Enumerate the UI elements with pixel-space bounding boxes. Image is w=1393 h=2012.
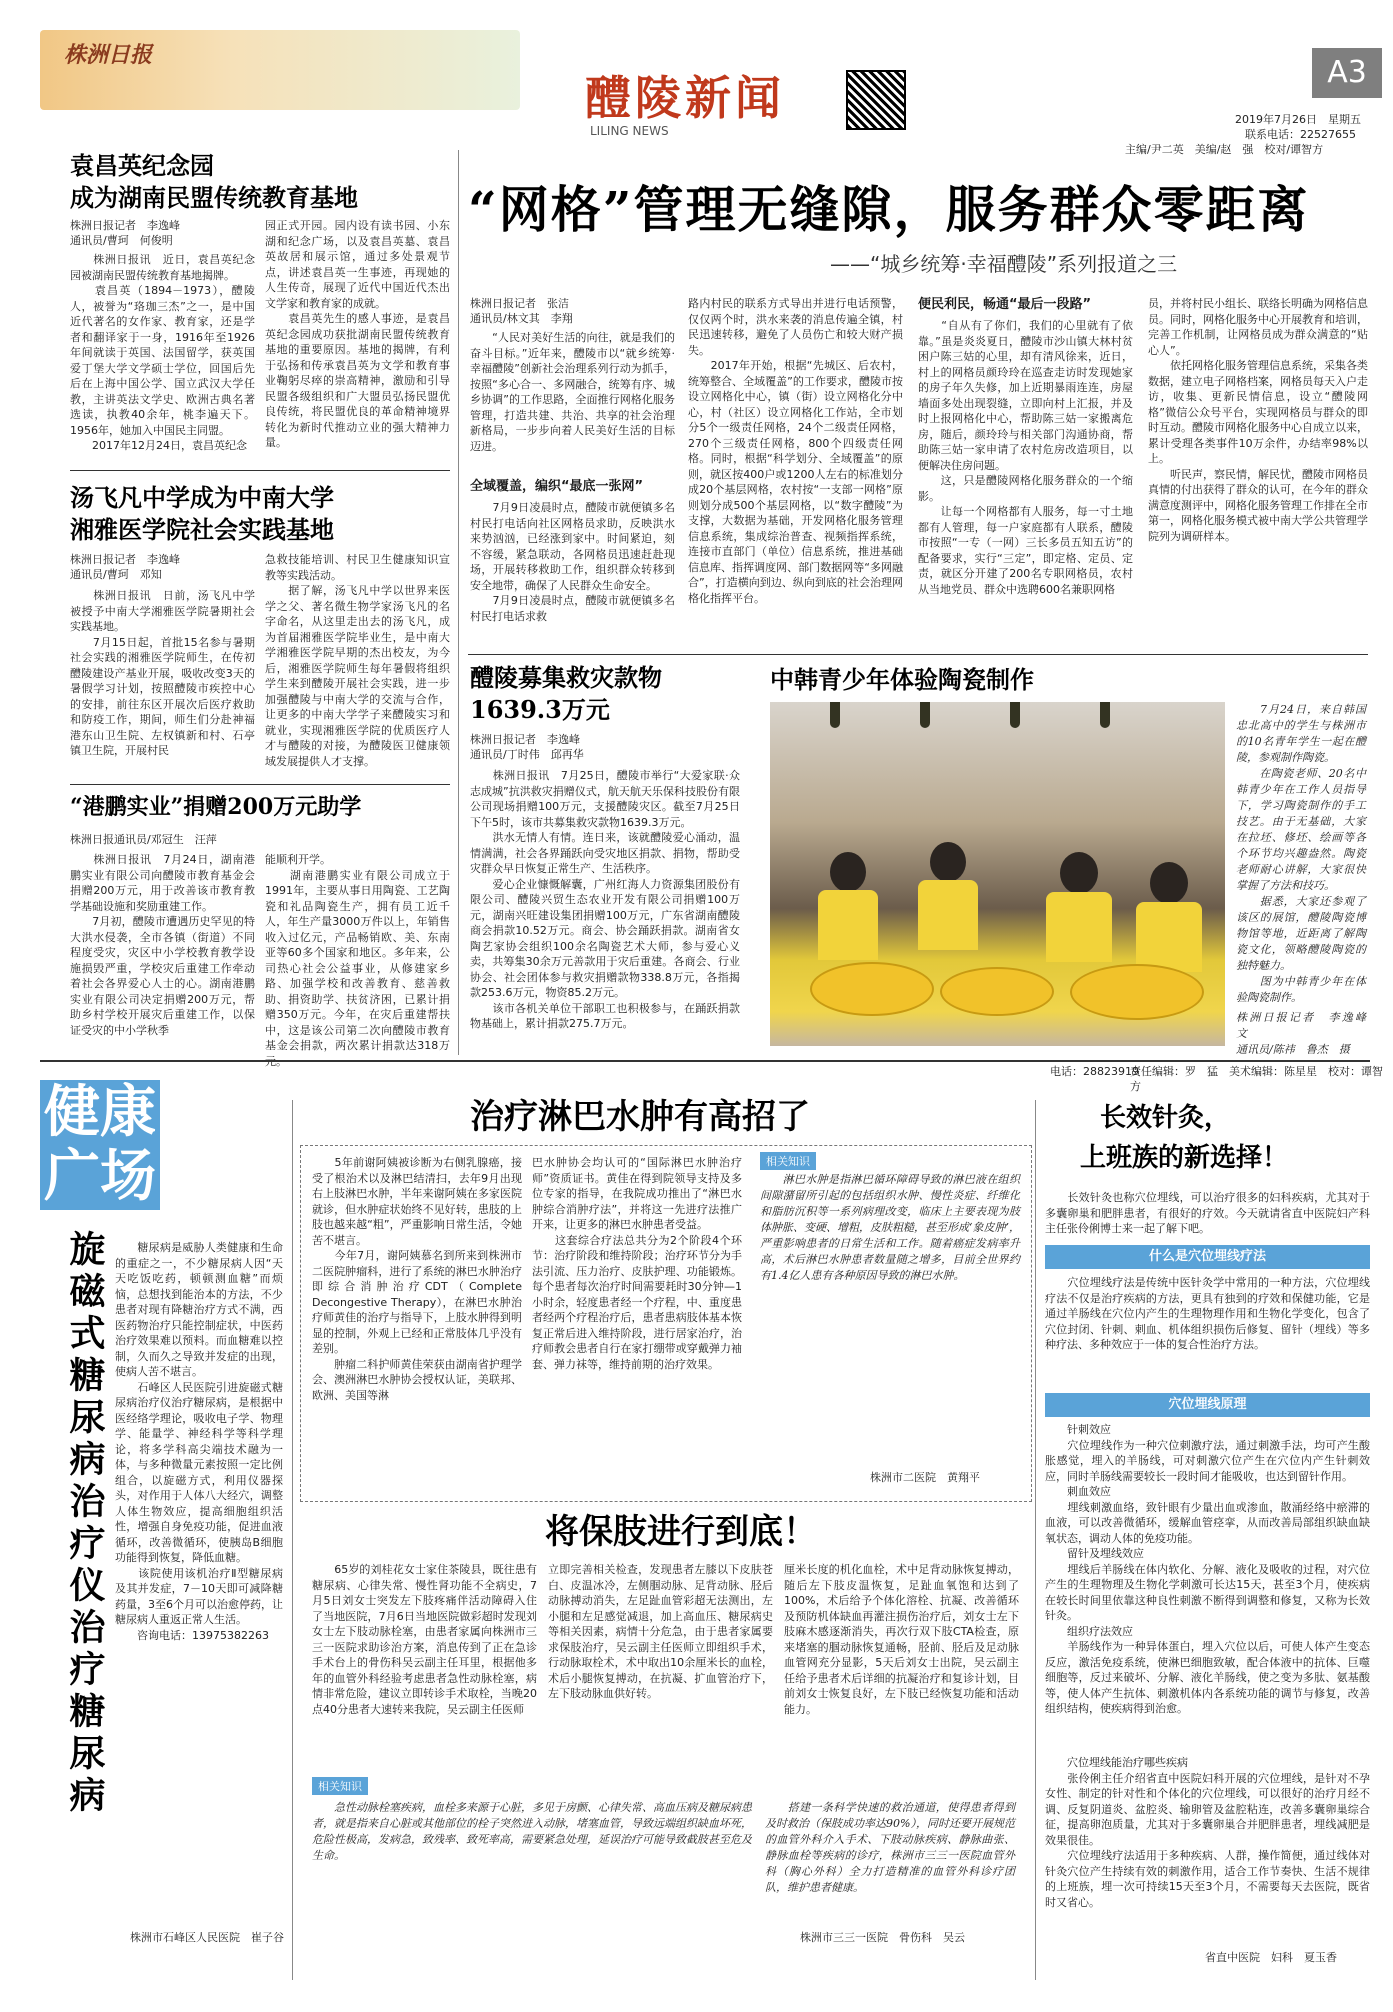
headline-line2: 成为湖南民盟传统教育基地	[70, 183, 358, 212]
byline-correspondent: 通讯员/林文其 李翔	[470, 312, 573, 325]
article-body-col3: 厘米长度的机化血栓，术中足背动脉恢复搏动，随后左下肢皮温恢复，足趾血氧饱和达到了100%，术后给予个体化溶栓、抗凝、改善循环及预防机体缺血再灌注损伤治疗后，刘女士左下肢麻木感逐渐消失，再次行双下肢CTA检查，原来堵塞的腘动脉恢复通畅，胫前、胫后及足动脉血管网充分显影，5天后刘女士出院，吴云副主任给予患者术后详细的抗凝治疗和复诊计划，目前刘女士恢复良好，左下肢已经恢复功能和活动能力。	[784, 1563, 1019, 1716]
banner-line2: 广场	[44, 1143, 156, 1209]
subhead: 便民利民，畅通“最后一段路”	[918, 297, 1092, 312]
column-divider	[1035, 1100, 1036, 1980]
section-title: 醴陵新闻	[585, 71, 785, 125]
headline: 醴陵募集救灾款物	[470, 663, 662, 692]
article-body-col2: 路内村民的联系方式导出并进行电话预警，仅仅两个时，洪水来袭的消息传遍全镇，村民迅速转移，避免了人员伤亡和较大财产损失。 2017年开始，根据“先城区、后农村，统筹整合、全域覆盖”的工作要求，醴陵市按设立网格化中心，镇（街）设立网格化分中心，村（社区）设立网格化工作站，全市划分5个一级责任网格，24个二级责任网格，270个三级责任网格，800个四级责任网格。同时，根据“科学划分、全域覆盖”的原则，就区按400户或1200人左右的标准划分成20个基层网格，农村按“一支部一网格”原则划分成500个基层网格，以“数字醴陵”为支撑，大数据为基础，开发网格化服务管理信息系统，集成综治普查、视频指挥系统，连接市直部门（单位）信息系统，推进基础信息库、指挥调度网、部门数据网等“多网融合”，打造横向到边、纵向到底的社会治理网格化指挥平台。	[688, 297, 903, 605]
side-article-credit: 株洲市石峰区人民医院 崔子谷	[130, 1931, 284, 1944]
photo-credit: 株洲日报记者 李逸峰 文 通讯员/陈祎 鲁杰 摄	[1236, 1011, 1366, 1056]
divider	[468, 654, 1368, 655]
headline: 汤飞凡中学成为中南大学	[70, 483, 334, 512]
issue-date: 2019年7月26日 星期五	[1235, 113, 1361, 126]
newspaper-logo: 株洲日报	[64, 42, 153, 68]
editors-credit: 主编/尹二英 美编/赵 强 校对/谭智方	[1125, 143, 1324, 156]
article-yuan-changying	[70, 150, 450, 214]
footer-editors: 责任编辑：罗 猛 美术编辑：陈星星 校对：谭智方	[1130, 1065, 1383, 1093]
section-subtitle: LILING NEWS	[590, 124, 669, 138]
byline: 株洲日报通讯员/邓冠生 汪萍	[70, 833, 217, 846]
headline-line2: 湘雅医学院社会实践基地	[70, 515, 334, 544]
headline: 治疗淋巴水肿有高招了	[470, 1097, 810, 1137]
knowledge-body: 急性动脉栓塞疾病，血栓多来源于心脏，多见于房颤、心律失常、高血压病及糖尿病患者，就是指来自心脏或其他部位的栓子突然进入动脉，堵塞血管，导致远端组织缺血坏死，危险性极高，发病急，致残率、致死率高，需要紧急处理，延误治疗可能导致截肢甚至危及生命。	[312, 1801, 752, 1862]
photo-ceramics-workshop	[770, 702, 1225, 1046]
knowledge-body-2: 搭建一条科学快速的救治通道，使得患者得到及时救治（保肢成功率达90%），同时还要开展规范的血管外科介入手术、下肢动脉疾病、静脉曲张、静脉血栓等疾病的诊疗，株洲市三三一医院血管外科（胸心外科）全力打造精准的血管外科诊疗团队，维护患者健康。	[765, 1801, 1015, 1894]
knowledge-body: 淋巴水肿是指淋巴循环障碍导致的淋巴液在组织间隙潴留所引起的包括组织水肿、慢性炎症、纤维化和脂肪沉积等一系列病理改变，临床上主要表现为肢体肿胀、变硬、增粗，皮肤粗糙，甚至形成‘象皮肿’，严重影响患者的日常生活和工作。随着癌症发病率升高，术后淋巴水肿患者数量随之增多，目前全世界约有1.4亿人患有各种原因导致的淋巴水肿。	[760, 1173, 1020, 1282]
article-body-col1: 株洲日报讯 近日，袁昌英纪念园被湖南民盟传统教育基地揭牌。 袁昌英（1894－1973），醴陵人，被誉为“珞珈三杰”之一，是中国近代著名的女作家、教育家，还是学者和翻译家于一身，1916年至1926年间就读于英国、法国留学，获英国爱丁堡大学文学硕士学位，回国后先后在上海中国公学、国立武汉大学任教，主讲英法文学史、欧洲古典名著选读，执教40余年，桃李遍天下。1956年，她加入中国民主同盟。 2017年12月24日，袁昌英纪念	[70, 253, 255, 452]
subhead-bar: 穴位埋线原理	[1045, 1393, 1370, 1417]
health-banner	[40, 1080, 160, 1210]
article-body-col1: 株洲日报讯 日前，汤飞凡中学被授予中南大学湘雅医学院暑期社会实践基地。 7月15日起，首批15名参与暑期社会实践的湘雅医学院师生，在传初醴陵建设产基业开展，吸收改变3天的暑假学习计划，按照醴陵市疾控中心的安排，前往东区开展次后医疗救助和防疫工作，期间，师生们分赴神福港东山卫生院、左权镇新和村、石亭镇卫生院，开展村民	[70, 589, 255, 757]
article-body-p1: 穴位埋线疗法是传统中医针灸学中常用的一种方法，穴位埋线疗法不仅是治疗疾病的方法，更具有独到的疗效和保健功能，它是通过羊肠线在穴位内产生的生理物理作用和生物化学变化，包含了穴位封闭、针刺、刺血、机体组织损伤后修复、留针（埋线）等多种疗法、多种效应于一体的复合性治疗方法。	[1045, 1276, 1370, 1351]
article-body-col1: 株洲日报讯 7月24日，湖南港鹏实业有限公司向醴陵市教育基金会捐赠200万元，用于改善该市教育教学基础设施和奖励重建工作。 7月初，醴陵市遭遇历史罕见的特大洪水侵袭，全市各镇（街道）不同程度受灾，灾区中小学校教育教学设施损毁严重，学校灾后重建工作牵动着社会各界爱心人士的心。湖南港鹏实业有限公司决定捐赠200万元，帮助乡村学校开展灾后重建工作，以保证受灾的中小学秋季	[70, 853, 255, 1037]
article-body-col2: 巴水肿协会均认可的“国际淋巴水肿治疗师”资质证书。黄佳在得到院领导支持及多位专家的指导，在我院成功推出了“淋巴水肿综合消肿疗法”，并将这一先进疗法推广开来，让更多的淋巴水肿患者受益。 这套综合疗法总共分为2个阶段4个环节：治疗阶段和维持阶段；治疗环节分为手法引流、压力治疗、皮肤护理、功能锻炼。每个患者每次治疗时间需要耗时30分钟—1小时余，轻度患者经一个疗程，中、重度患者经两个疗程治疗后，患者患病肢体基本恢复正常后进入维持阶段，进行居家治疗，治疗师教会患者自行在家打绷带或穿戴弹力袖套、弹力袜等，维持前期的治疗效果。	[532, 1156, 742, 1371]
subhead-bar: 什么是穴位埋线疗法	[1045, 1245, 1370, 1269]
byline-reporter: 株洲日报记者 张洁	[470, 297, 569, 310]
side-article-body: 糖尿病是威胁人类健康和生命的重症之一，不少糖尿病人因“天天吃饭吃药，顿顿测血糖”而烦恼，总想找到能治本的方法，不少患者对现有降糖治疗方式不满，西医药物治疗只能控制症状，中医药治疗效果难以预料。而血糖难以控制，久而久之导致并发症的出现，使病人苦不堪言。 石峰区人民医院引进旋磁式糖尿病治疗仪治疗糖尿病，是根据中医经络学理论，吸收电子学、物理学、能量学、神经科学等科学理论，将多学科高尖端技术融为一体，与多种微量元素按照一定比例组合，以旋磁方式，利用仪器探头，对作用于人体八大经穴，调整人体生物效应，提高细胞组织活性，增强自身免疫功能，促进血液循环，改善微循环，使胰岛B细胞功能得到恢复，降低血糖。 该院使用该机治疗Ⅱ型糖尿病及其并发症，7－10天即可减降糖药量，3至6个月可以治愈停药，让糖尿病人重返正常人生活。 咨询电话：13975382263	[115, 1241, 283, 1642]
footer-phone: 电话：28823919	[1050, 1065, 1139, 1078]
byline-reporter: 株洲日报记者 李逸峰	[70, 219, 180, 232]
side-headline: 旋磁式糖尿病治疗仪治疗糖尿病	[64, 1230, 106, 1818]
headline-line2: 1639.3万元	[470, 695, 610, 724]
qr-code-icon	[846, 70, 906, 130]
article-body: 株洲日报讯 7月25日，醴陵市举行“大爱家联·众志成城”抗洪救灾捐赠仪式，航天航天乐保科技股份有限公司现场捐赠100万元，支援醴陵灾区。截至7月25日下午5时，该市共募集救灾款物1639.3万元。 洪水无情人有情。连日来，该就醴陵爱心涌动，温情满满，社会各界踊跃向受灾地区捐款、捐物，帮助受灾群众早日恢复正常生产、生活秩序。 爱心企业慷慨解囊，广州红海人力资源集团股份有限公司、醴陵兴贸生态农业开发有限公司捐赠100万元，湖南兴旺建设集团捐赠100万元，广东省湖南醴陵商会捐款10.52万元。商会、协会踊跃捐款。湖南省女陶艺家协会组织100余名陶瓷艺术大师，参与爱心义卖，共筹集30余万元善款用于灾后重建。各商会、行业协会、社会团体参与救灾捐赠款物338.8万元，各指揭款253.6万元，物资85.2万元。 该市各机关单位干部职工也积极参与，在踊跃捐款物基础上，累计捐款275.7万元。	[470, 769, 740, 1030]
article-intro: 长效针灸也称穴位埋线，可以治疗很多的妇科疾病，尤其对于多囊卵巢和肥胖患者，有很好的疗效。今天就请省直中医院妇产科主任张伶俐博士来一起了解下吧。	[1045, 1191, 1370, 1235]
article-body-col2: 园正式开园。园内设有读书园、小东湖和纪念广场，以及袁昌英墓、袁昌英故居和展示馆，通过多处景观节点，讲述袁昌英一生事迹，再现她的人生传奇，展现了近代中国近代杰出文学家和教育家的成就。 袁昌英先生的感人事迹，是袁昌英纪念园成功获批湖南民盟传统教育基地的重要原因。基地的揭牌，有利于弘扬和传承袁昌英为文学和教育事业鞠躬尽瘁的崇高精神，激励和引导民盟各级组织和广大盟员弘扬民盟优良传统，将民盟优良的革命精神境界转化为新时代推动立业的强大精神力量。	[265, 219, 450, 449]
lead-headline: “网格”管理无缝隙，服务群众零距离	[468, 180, 1310, 239]
byline	[70, 218, 180, 248]
lymph-credit: 株洲市二医院 黄翔平	[870, 1471, 980, 1484]
article-body-p2: 针刺效应 穴位埋线作为一种穴位刺激疗法，通过刺激手法，均可产生酸胀感觉，埋入的羊肠线，可对刺激穴位产生在穴位内产生针刺效应，同时羊肠线需要较长一段时间才能吸收，也达到留针作用。 刺血效应 埋线刺激血络，致针眼有少量出血或渗血，散涌经络中瘀滞的血液，可以改善微循环，缓解血管痉挛，从而改善局部组织缺血缺氧状态，调动人体的免疫功能。 留针及埋线效应 埋线后羊肠线在体内软化、分解、液化及吸收的过程，对穴位产生的生理物理及生物化学刺激可长达15天，甚至3个月，使疾病在较长时间里依靠这种良性刺激不断得到调整和修复，又称为长效针灸。 组织疗法效应 羊肠线作为一种异体蛋白，埋入穴位以后，可使人体产生变态反应，激活免疫系统，使淋巴细胞致敏，配合体液中的抗体、巨噬细胞等，反过来破坏、分解、液化羊肠线，使之变为多肽、氨基酸等，使人体产生抗体、刺激机体内各系统功能的调节与修复，改善组织结构，使疾病得到治愈。	[1045, 1423, 1370, 1715]
knowledge-tag	[312, 1775, 368, 1795]
lead-subheadline: ——“城乡统筹·幸福醴陵”系列报道之三	[830, 252, 1178, 276]
article-body-col4: 员，并将村民小组长、联络长明确为网格信息员。同时，网格化服务中心开展教育和培训，完善工作机制，让网格员成为群众满意的“贴心人”。 依托网格化服务管理信息系统，采集各类数据，建立电子网格档案，网格员每天入户走访，收集、更新民情信息，设立“醴陵网格”微信公众号平台，实现网格员与群众的即时互动。醴陵市网格化服务中心自成立以来，累计受理各类事件10万余件，办结率98%以上。 听民声，察民情，解民忧，醴陵市网格员真情的付出获得了群众的认可，在今年的群众满意度测评中，网格化服务管理工作排在全市第一，网格化服务模式被中南大学公共管理学院列为调研样本。	[1148, 297, 1368, 543]
tag-label: 相关知识	[312, 1777, 368, 1795]
byline	[70, 552, 180, 582]
divider	[70, 470, 450, 471]
column-divider	[458, 150, 459, 1055]
hotline: 联系电话：22527655	[1245, 128, 1356, 141]
knowledge-tag	[760, 1150, 816, 1170]
article-body-col1b: 7月9日凌晨时点，醴陵市就便镇多名村民打电话向社区网格员求助，反映洪水来势汹汹，已经涨到家中。时间紧迫，刻不容缓，紧急联动，各网格员迅速赶赴现场，开展转移救助工作，组织群众转移到安全地带，确保了人民群众生命安全。 7月9日凌晨时点，醴陵市就便镇多名村民打电话求救	[470, 501, 675, 623]
headline: 将保肢进行到底！	[545, 1512, 817, 1552]
divider	[70, 784, 450, 785]
byline-correspondent: 通讯员/曹珂 邓知	[70, 568, 162, 581]
byline-reporter: 株洲日报记者 李逸峰	[470, 733, 580, 746]
headline: “港鹏实业”捐赠200万元助学	[70, 794, 362, 820]
article-body-col2: 立即完善相关检查，发现患者左膝以下皮肤苍白、皮温冰冷，左侧腘动脉、足背动脉、胫后动脉搏动消失，左足趾血管彩超无法测出，左小腿和左足感觉减退，加上高血压、糖尿病史等相关因素，病情十分危急，由于患者家属要求保肢治疗，吴云副主任医师立即组织手术，行动脉取栓术，术中取出10余厘米长的血栓，术后小腿恢复搏动，在抗凝、扩血管治疗下，左下肢动脉血供好转。	[548, 1563, 773, 1700]
headline: 袁昌英纪念园	[70, 151, 214, 180]
subhead: 全域覆盖，编织“最底一张网”	[470, 479, 644, 494]
byline-correspondent: 通讯员/丁时伟 邱再华	[470, 748, 584, 761]
headline: 中韩青少年体验陶瓷制作	[770, 665, 1034, 694]
byline-correspondent: 通讯员/曹珂 何俊明	[70, 234, 173, 247]
headline-line2: 上班族的新选择！	[1080, 1143, 1289, 1173]
column-divider	[292, 1100, 293, 1980]
article-body-col1: “人民对美好生活的向往，就是我们的奋斗目标。”近年来，醴陵市以“就乡统筹·幸福醴陵”创新社会治理系列行动为抓手，按照“多心合一、多网融合，统筹有序、城乡协调”的工作思路，全面推行网格化服务管理，打造共建、共治、共享的社会治理新格局，一步步向着人民美好生活的目标迈进。	[470, 331, 675, 453]
article-body-col2: 能顺利开学。 湖南港鹏实业有限公司成立于1991年，主要从事日用陶瓷、工艺陶瓷和礼品陶瓷生产，拥有员工近千人，年生产量3000万件以上，年销售收入过亿元，产品畅销欧、美、东南亚等60多个国家和地区。多年来，公司热心社会公益事业，从修建家乡路、加强学校和改善教育、慈善救助、捐资助学、扶贫济困，已累计捐赠350万元。今年，在灾后重建帮扶中，这是该公司第二次向醴陵市教育基金会捐款，两次累计捐款达318万	[265, 853, 450, 1052]
masthead	[0, 0, 1393, 156]
photo-caption: 7月24日，来自韩国忠北高中的学生与株洲市的10名青年学生一起在醴陵，参观制作陶瓷。 在陶瓷老师、20名中韩青少年在工作人员指导下，学习陶瓷制作的手工技艺。由于无基础，大家在拉坯、修坯、绘画等各个环节均兴趣盎然。陶瓷老师耐心讲解，大家很快掌握了方法和技巧。 据悉，大家还参观了该区的展馆，醴陵陶瓷博物馆等地，近距离了解陶瓷文化，领略醴陵陶瓷的独特魅力。 图为中韩青少年在体验陶瓷制作。	[1236, 703, 1366, 1004]
article-body-p3: 穴位埋线能治疗哪些疾病 张伶俐主任介绍省直中医院妇科开展的穴位埋线，是针对不孕女性、制定的针对性和个体化的穴位埋线，可以很好的治疗月经不调、反复阴道炎、盆腔炎、输卵管及盆腔粘连，改善多囊卵巢综合征，提高卵泡质量，尤其对于多囊卵巢合并肥胖患者，埋线减肥是效果很佳。 穴位埋线疗法适用于多种疾病、人群，操作简便，通过线体对针灸穴位产生持续有效的刺激作用，适合工作节奏快、生活不规律的上班族，埋一次可持续15天至3个月，不需要每天去医院，既省时又省心。	[1045, 1756, 1370, 1909]
article-tang-feifan	[70, 482, 450, 546]
byline	[470, 732, 584, 762]
article-body-col3: “自从有了你们，我们的心里就有了依靠。”虽是炎炎夏日，醴陵市沙山镇大林村贫困户陈三姑的心里，却有清风徐来，近日，村上的网格员颜玲玲在巡查走访时发现她家的房子年久失修，加上近期暴雨连连，房屋墙面多处出现裂缝，立即向村上汇报，并及时上报网格化中心，帮助陈三姑一家搬离危房，随后，颜玲玲与相关部门沟通协商，帮助陈三姑一家申请了农村危房改造项目，以便解决住房问题。 这，只是醴陵网格化服务群众的一个缩影。 让每一个网格都有人服务，每一寸土地都有人管理，每一户家庭都有人联系，醴陵市按照“一专（一网）三长多员五知五访”的配备要求，实行“三定”，即定格、定员、定责，就区分开建了200名专职网格员，农村从当地党员、群众中选聘600名兼职网格	[918, 319, 1133, 596]
article-disaster-relief	[470, 662, 730, 726]
article-body-col2: 急救技能培训、村民卫生健康知识宣教等实践活动。 据了解，汤飞凡中学以世界来医学之父、著名微生物学家汤飞凡的名字命名，从这里走出去的汤飞凡，成为首届湘雅医学院毕业生，是中南大学湘雅医学院早期的杰出校友，为今后，湘雅医学院师生每年暑假将组织学生来到醴陵开展社会实践，进一步加强醴陵与中南大学的交流与合作，让更多的中南大学学子来醴陵实习和就业，实现湘雅医学院的优质医疗人才与醴陵的对接，为醴陵医卫健康领域发展提供人才支撑。	[265, 553, 450, 768]
section-divider	[40, 1060, 1370, 1062]
banner-line1: 健康	[44, 1079, 156, 1145]
tag-label: 相关知识	[760, 1152, 816, 1170]
acu-credit: 省直中医院 妇科 夏玉香	[1205, 1951, 1337, 1964]
article-body-col1: 65岁的刘桂花女士家住茶陵县，既往患有糖尿病、心律失常、慢性肾功能不全病史，7月5日刘女士突发左下肢疼痛伴活动障碍入住了当地医院，7月6日当地医院做彩超时发现刘女士左下肢动脉栓塞，由患者家属向株洲市三三一医院求助诊治方案，消息传到了正在急诊手术台上的骨伤科吴云副主任耳里，根据他多年的血管外科经验考虑患者急性动脉栓塞，病情非常危险，建议立即转诊手术取栓，当晚20点40分患者大速转来我院，吴云副主任医师	[312, 1563, 537, 1716]
byline	[470, 296, 573, 326]
byline-reporter: 株洲日报记者 李逸峰	[70, 553, 180, 566]
page-number: A3	[1312, 48, 1382, 98]
headline: 长效针灸，	[1100, 1103, 1231, 1133]
limb-credit: 株洲市三三一医院 骨伤科 吴云	[800, 1931, 965, 1944]
article-body-col1: 5年前谢阿姨被诊断为右侧乳腺癌，接受了根治术以及淋巴结清扫，去年9月出现右上肢淋巴水肿，半年来谢阿姨在多家医院就诊，但水肿症状始终不见好转，患肢的上肢也越来越“粗”，严重影响日常生活，令她苦不堪言。 今年7月，谢阿姨慕名到所来到株洲市二医院肿瘤科，进行了系统的淋巴水肿治疗即综合消肿治疗CDT（Complete Decongestive Therapy），在淋巴水肿治疗师黄佳的治疗与指导下，上肢水肿得到明显的控制，外观上已经和正常肢体几乎没有差别。 肿瘤二科护师黄佳荣获由湖南省护理学会、澳洲淋巴水肿协会授权认证，美联邦、欧洲、美国等淋	[312, 1156, 522, 1402]
